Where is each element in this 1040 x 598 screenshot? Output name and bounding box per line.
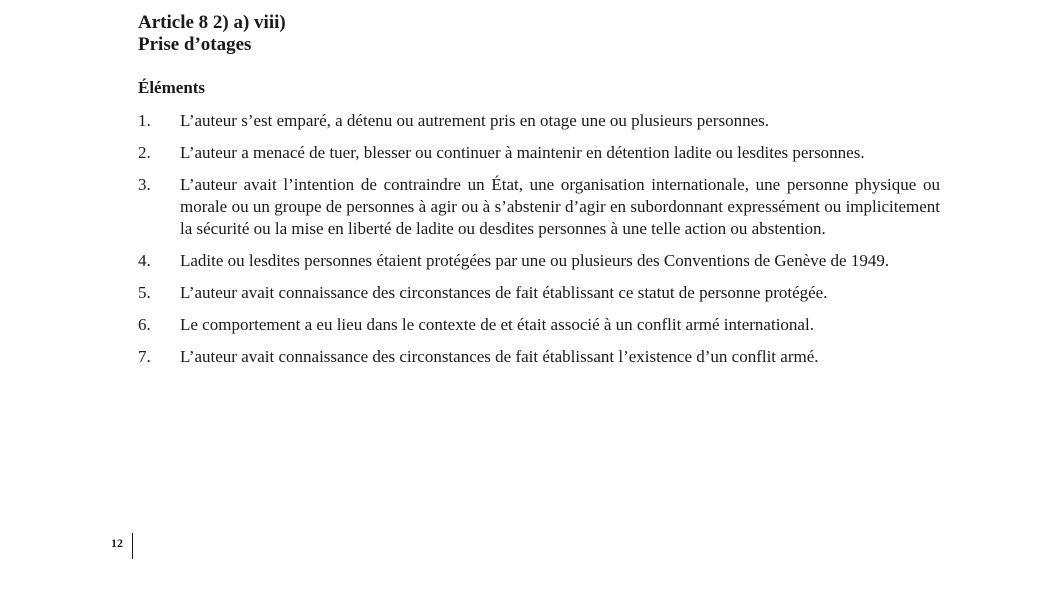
item-text: Ladite ou lesdites personnes étaient protégées par une ou plusieurs des Conventions de Genève de 1949.	[180, 251, 890, 270]
item-number: 1.	[138, 111, 151, 130]
item-number: 5.	[138, 283, 151, 302]
footer-divider	[132, 533, 133, 559]
item-number: 4.	[138, 251, 151, 270]
item-text: L’auteur avait connaissance des circonstances de fait établissant ce statut de personne protégée.	[180, 283, 828, 302]
list-item	[138, 314, 940, 336]
item-number: 6.	[138, 315, 151, 334]
list-item	[138, 250, 940, 272]
list-item	[138, 142, 940, 164]
elements-heading: Éléments	[138, 78, 206, 97]
item-number: 7.	[138, 347, 151, 366]
item-text: L’auteur a menacé de tuer, blesser ou continuer à maintenir en détention ladite ou lesdites personnes.	[180, 143, 865, 162]
item-number: 2.	[138, 143, 151, 162]
article-title: Prise d’otages	[138, 34, 252, 55]
item-text: L’auteur s’est emparé, a détenu ou autrement pris en otage une ou plusieurs personnes.	[180, 111, 769, 130]
item-text: Le comportement a eu lieu dans le contexte de et était associé à un conflit armé international.	[180, 315, 814, 334]
item-text: L’auteur avait l’intention de contraindre un État, une organisation internationale, une personne physique ou morale ou un groupe de personnes à agir ou à s’abstenir d’agir en subordonnant expressément ou implicitement la sécurité ou la mise en liberté de ladite ou desdites personnes à une telle action ou abstention.	[180, 175, 940, 238]
list-item	[138, 110, 940, 132]
elements-list	[138, 110, 940, 368]
page-number: 12	[111, 536, 123, 550]
list-item	[138, 346, 940, 368]
page-footer	[111, 533, 133, 559]
item-number: 3.	[138, 175, 151, 194]
list-item	[138, 174, 940, 240]
list-item	[138, 282, 940, 304]
document-page	[138, 12, 940, 378]
item-text: L’auteur avait connaissance des circonstances de fait établissant l’existence d’un conflit armé.	[180, 347, 819, 366]
article-number: Article 8 2) a) viii)	[138, 12, 286, 33]
